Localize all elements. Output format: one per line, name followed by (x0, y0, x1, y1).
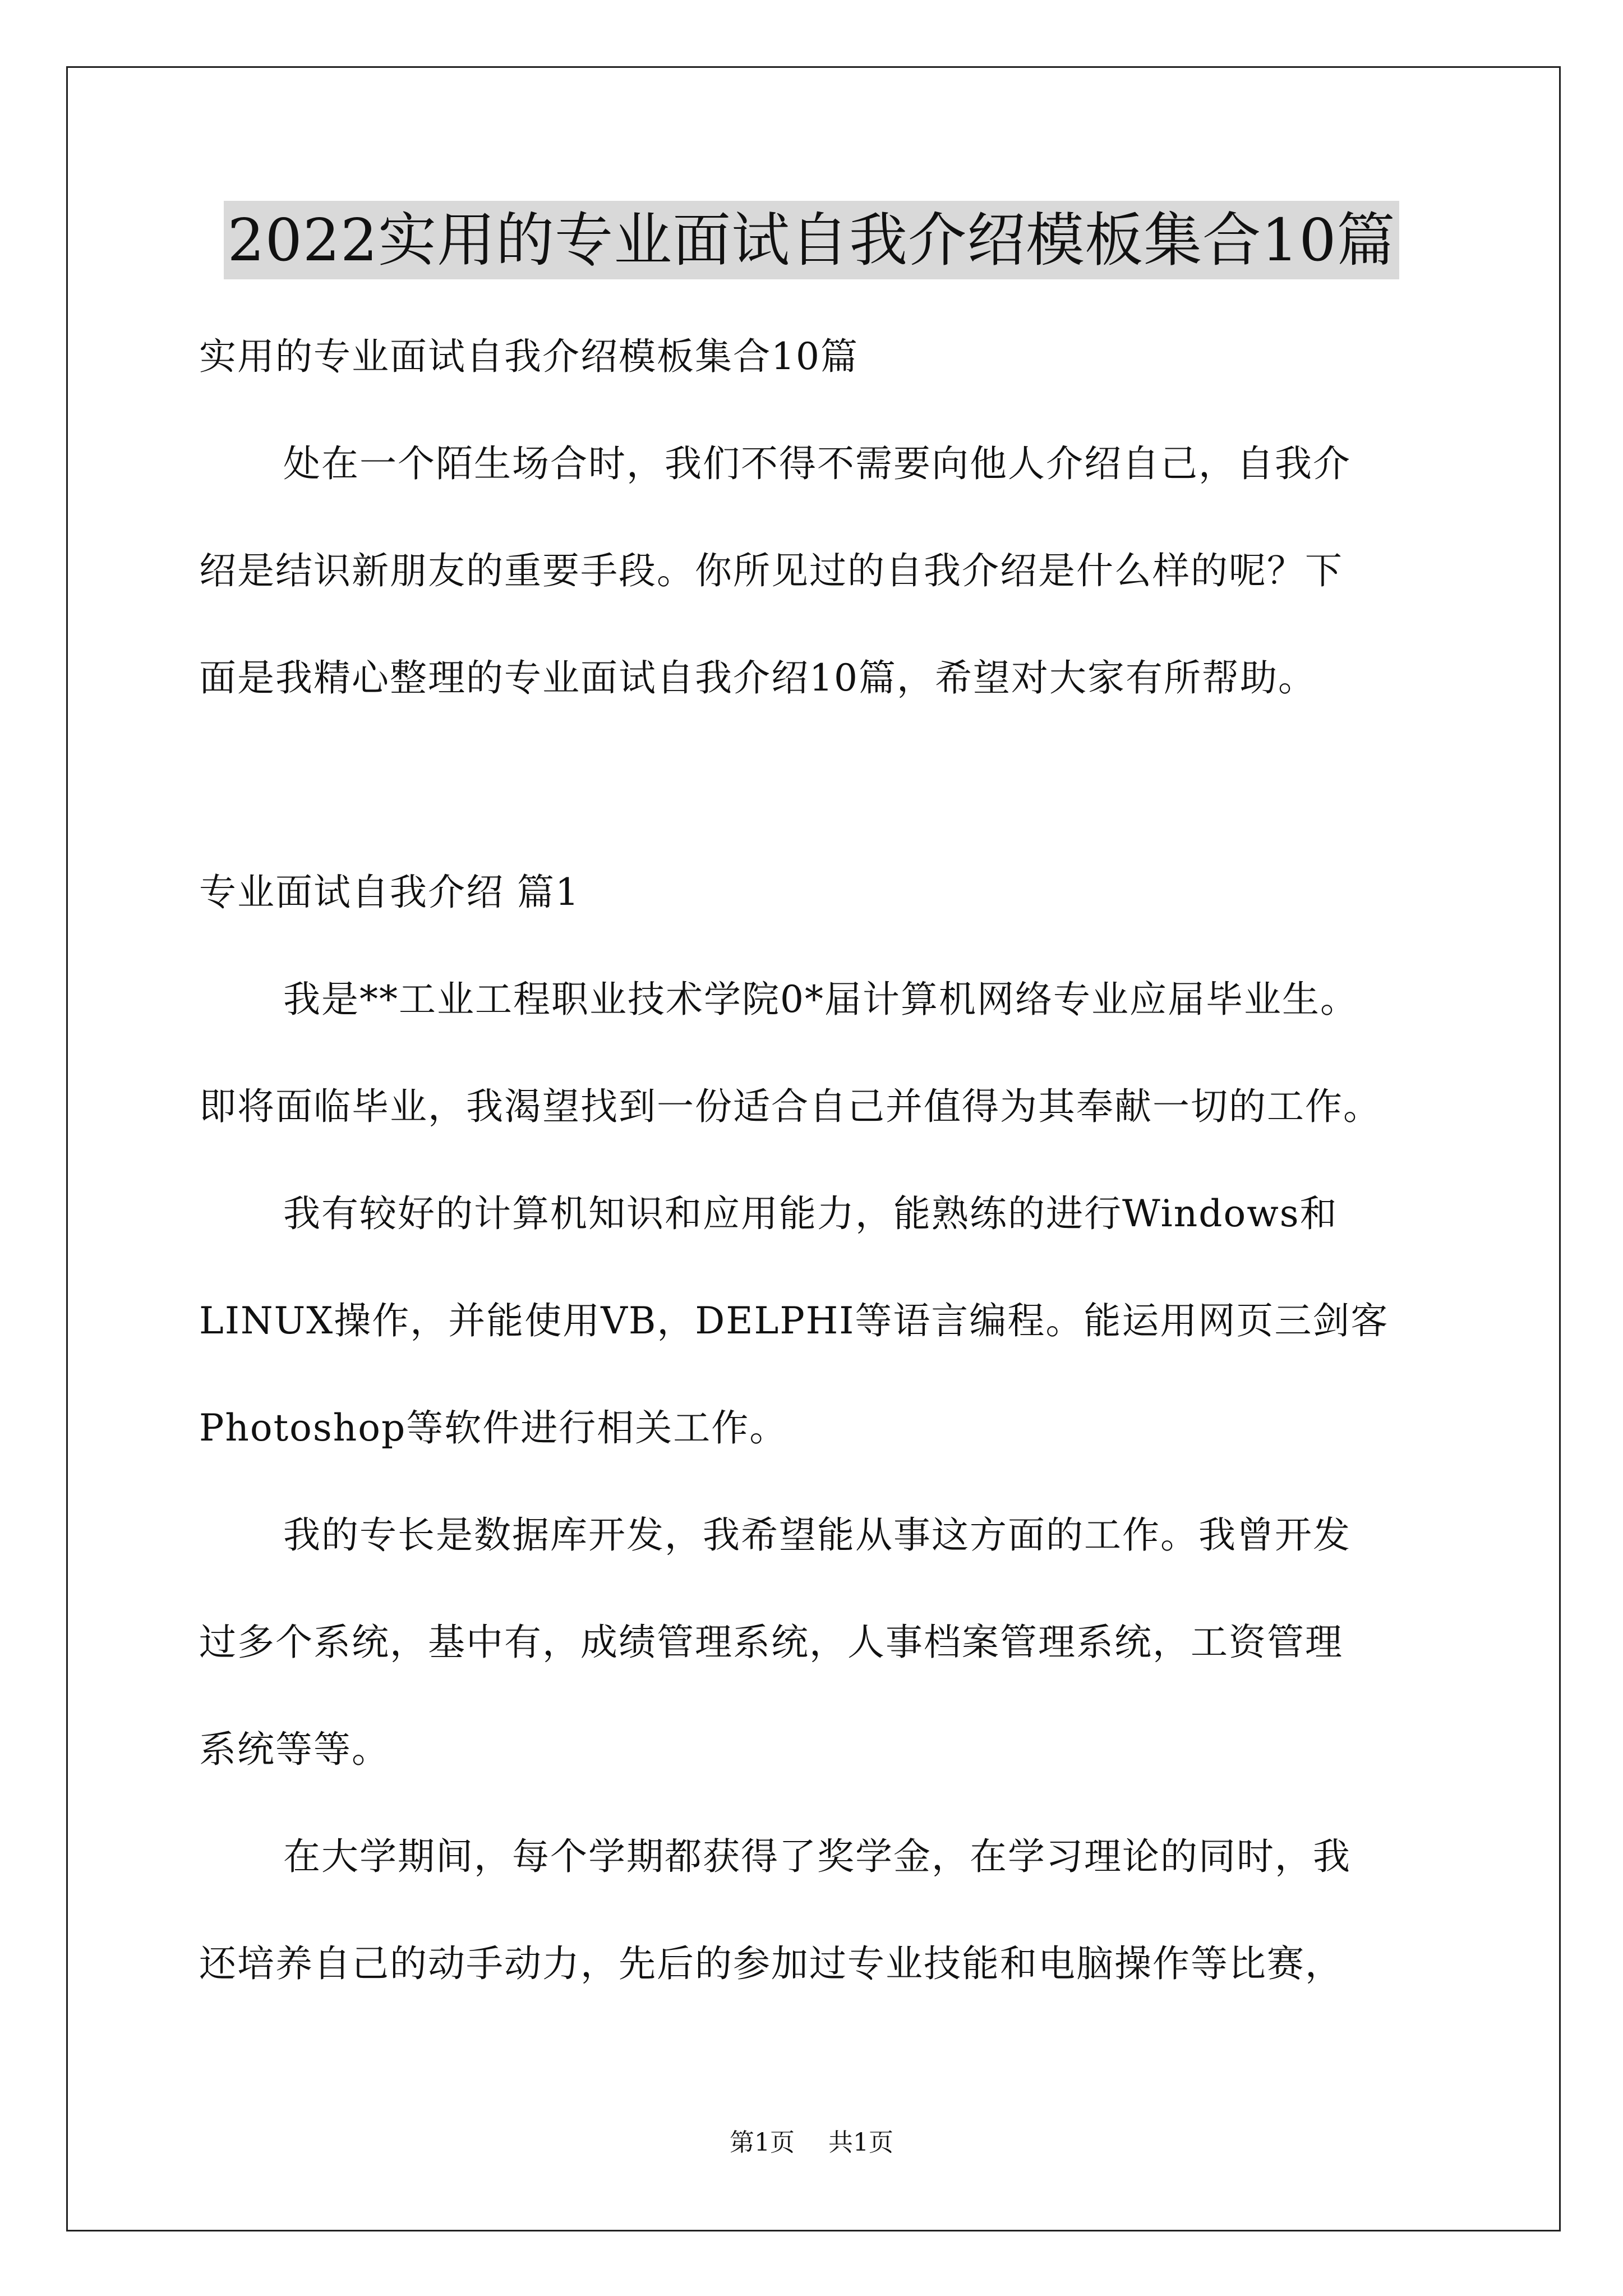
subtitle: 实用的专业面试自我介绍模板集合10篇 (199, 335, 859, 378)
paragraph-line: 我有较好的计算机知识和应用能力，能熟练的进行Windows和 (283, 1192, 1338, 1235)
blank-line (199, 731, 1433, 839)
document-body (199, 303, 1433, 2017)
title-container (0, 201, 1623, 279)
paragraph-line: 即将面临毕业，我渴望找到一份适合自己并值得为其奉献一切的工作。 (199, 1085, 1381, 1128)
paragraph-line: 在大学期间，每个学期都获得了奖学金，在学习理论的同时，我 (283, 1835, 1351, 1878)
section-heading: 专业面试自我介绍 篇1 (199, 871, 580, 914)
paragraph-line: LINUX操作，并能使用VB，DELPHI等语言编程。能运用网页三剑客 (199, 1299, 1389, 1342)
paragraph-line: 我是**工业工程职业技术学院0*届计算机网络专业应届毕业生。 (283, 978, 1358, 1021)
intro-line: 面是我精心整理的专业面试自我介绍10篇，希望对大家有所帮助。 (199, 656, 1316, 700)
page-footer (0, 2126, 1623, 2160)
paragraph-line: 我的专长是数据库开发，我希望能从事这方面的工作。我曾开发 (283, 1513, 1351, 1557)
paragraph-line: 系统等等。 (199, 1728, 390, 1771)
document-title: 2022实用的专业面试自我介绍模板集合10篇 (224, 201, 1399, 279)
intro-line: 绍是结识新朋友的重要手段。你所见过的自我介绍是什么样的呢？下 (199, 549, 1343, 592)
paragraph-line: Photoshop等软件进行相关工作。 (199, 1406, 788, 1450)
page-total: 共1页 (828, 2128, 893, 2157)
paragraph-line: 还培养自己的动手动力，先后的参加过专业技能和电脑操作等比赛， (199, 1942, 1343, 1985)
paragraph-line: 过多个系统，基中有，成绩管理系统，人事档案管理系统，工资管理 (199, 1621, 1343, 1664)
page-number: 第1页 (730, 2128, 795, 2157)
intro-line: 处在一个陌生场合时，我们不得不需要向他人介绍自己，自我介 (283, 442, 1351, 485)
